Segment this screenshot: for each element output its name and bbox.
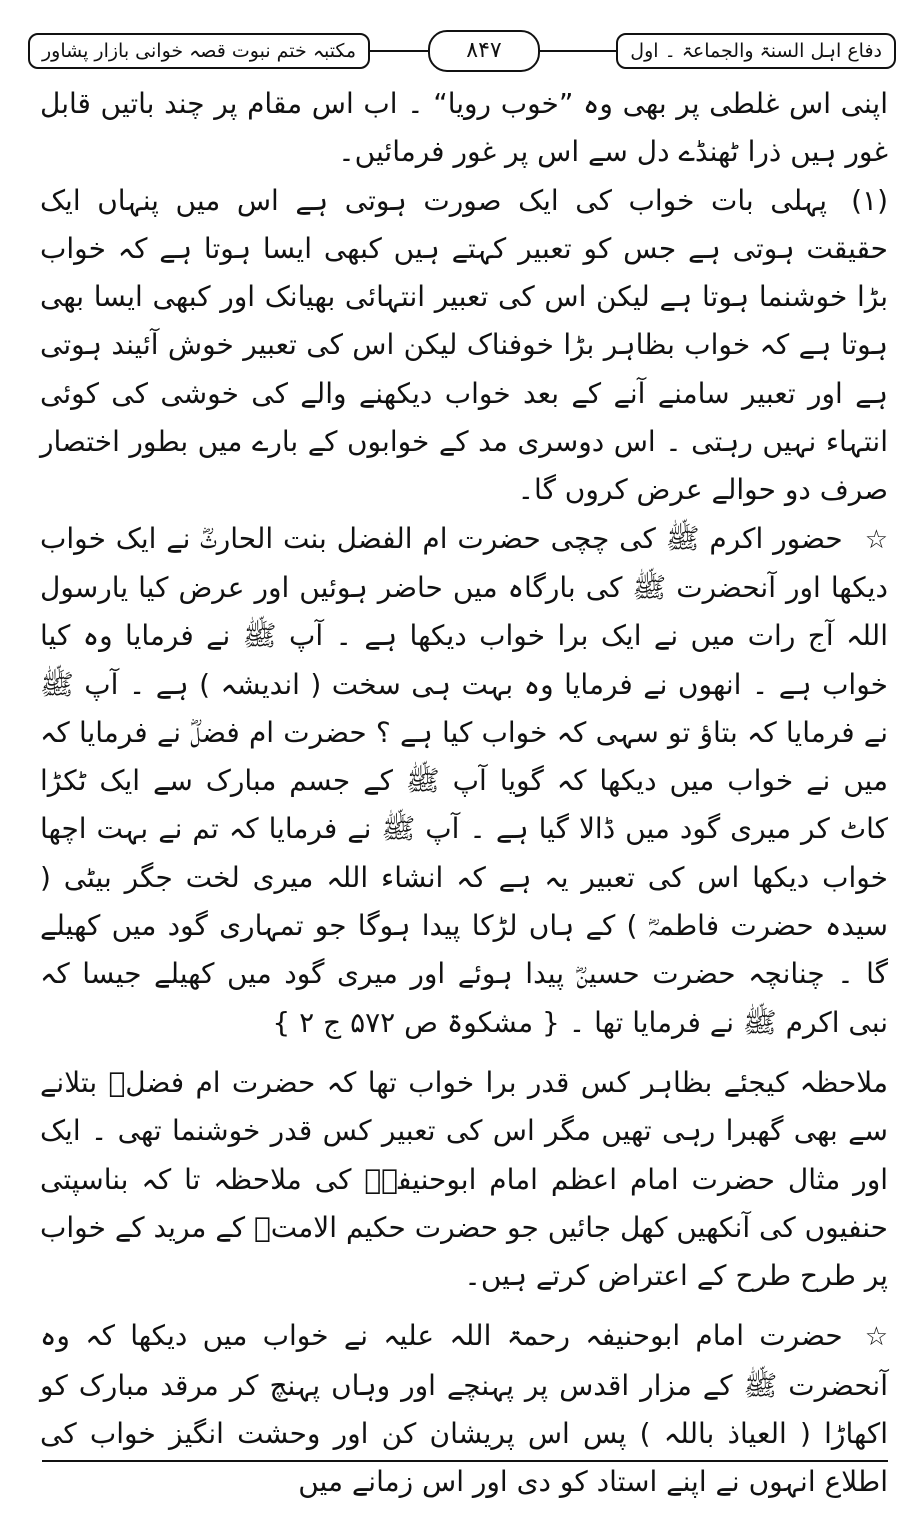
page-number: ۸۴۷	[428, 30, 540, 72]
paragraph-3	[40, 515, 888, 1047]
footer-rule	[42, 1460, 888, 1462]
publisher-name: مکتبہ ختم نبوت قصہ خوانی بازار پشاور	[28, 33, 370, 69]
paragraph-3-text: حضور اکرم ﷺ کی چچی حضرت ام الفضل بنت الحارثؓ نے ایک خواب دیکھا اور آنحضرت ﷺ کی بارگاہ میں حاضر ہوئیں اور عرض کیا یارسول اللہ آج رات میں نے ایک برا خواب دیکھا ہے ۔ آپ ﷺ نے فرمایا وہ کیا خواب ہے ۔ انھوں نے فرمایا وہ بہت ہی سخت ( اندیشہ ) ہے ۔ آپ ﷺ نے فرمایا کہ بتاؤ تو سہی کہ خواب کیا ہے ؟ حضرت ام فضلؓ نے فرمایا کہ میں نے خواب میں دیکھا کہ گویا آپ ﷺ کے جسم مبارک سے ایک ٹکڑا کاٹ کر میری گود میں ڈالا گیا ہے ۔ آپ ﷺ نے فرمایا کہ تم نے بہت اچھا خواب دیکھا اس کی تعبیر یہ ہے کہ انشاء اللہ میری لخت جگر بیٹی ( سیدہ حضرت فاطمہؓ ) کے ہاں لڑکا پیدا ہوگا جو تمہاری گود میں کھیلے گا ۔ چنانچہ حضرت حسینؓ پیدا ہوئے اور میری گود میں کھیلے جیسا کہ نبی اکرم ﷺ نے فرمایا تھا ۔ { مشکوۃ ص ۵۷۲ ج ۲ }	[40, 521, 888, 1039]
page-header	[28, 30, 896, 70]
paragraph-5-text: حضرت امام ابوحنیفہ رحمۃ اللہ علیہ نے خواب میں دیکھا کہ وہ آنحضرت ﷺ کے مزار اقدس پر پہنچے اور وہاں پہنچ کر مرقد مبارک کو اکھاڑا ( العیاذ باللہ ) پس اس پریشان کن اور وحشت انگیز خواب کی اطلاع انہوں نے اپنے استاد کو دی اور اس زمانے میں	[40, 1319, 888, 1499]
paragraph-4	[40, 1059, 888, 1300]
point-number: (۱)	[851, 183, 888, 217]
paragraph-2	[40, 177, 888, 515]
paragraph-5	[40, 1312, 888, 1506]
paragraph-1-text: اپنی اس غلطی پر بھی وہ ”خوب رویا“ ۔ اب اس مقام پر چند باتیں قابل غور ہیں ذرا ٹھنڈے دل سے اس پر غور فرمائیں۔	[40, 87, 888, 169]
paragraph-4-text: ملاحظہ کیجئے بظاہر کس قدر برا خواب تھا کہ حضرت ام فضلؓ بتلانے سے بھی گھبرا رہی تھیں مگر اس کی تعبیر کس قدر خوشنما تھی ۔ ایک اور مثال حضرت امام اعظم امام ابوحنیفہؒ کی ملاحظہ تا کہ بناسپتی حنفیوں کی آنکھیں کھل جائیں جو حضرت حکیم الامتؒ کے مرید کے خواب پر طرح طرح کے اعتراض کرتے ہیں۔	[40, 1065, 888, 1293]
body-text	[40, 80, 888, 1507]
book-title: دفاع اہل السنۃ والجماعۃ ۔ اول	[616, 33, 896, 69]
star-icon: ☆	[864, 1322, 888, 1353]
star-icon: ☆	[864, 524, 888, 555]
paragraph-2-text: پہلی بات خواب کی ایک صورت ہوتی ہے اس میں پنہاں ایک حقیقت ہوتی ہے جس کو تعبیر کہتے ہیں کبھی ایسا ہوتا ہے کہ خواب بڑا خوشنما ہوتا ہے لیکن اس کی تعبیر انتہائی بھیانک اور کبھی ایسا بھی ہوتا ہے کہ خواب بظاہر بڑا خوفناک لیکن اس کی تعبیر خوش آئیند ہوتی ہے اور تعبیر سامنے آنے کے بعد خواب دیکھنے والے کی خوشی کی کوئی انتہاء نہیں رہتی ۔ اس دوسری مد کے خوابوں کے بارے میں بطور اختصار صرف دو حوالے عرض کروں گا۔	[40, 183, 888, 507]
paragraph-1	[40, 80, 888, 177]
